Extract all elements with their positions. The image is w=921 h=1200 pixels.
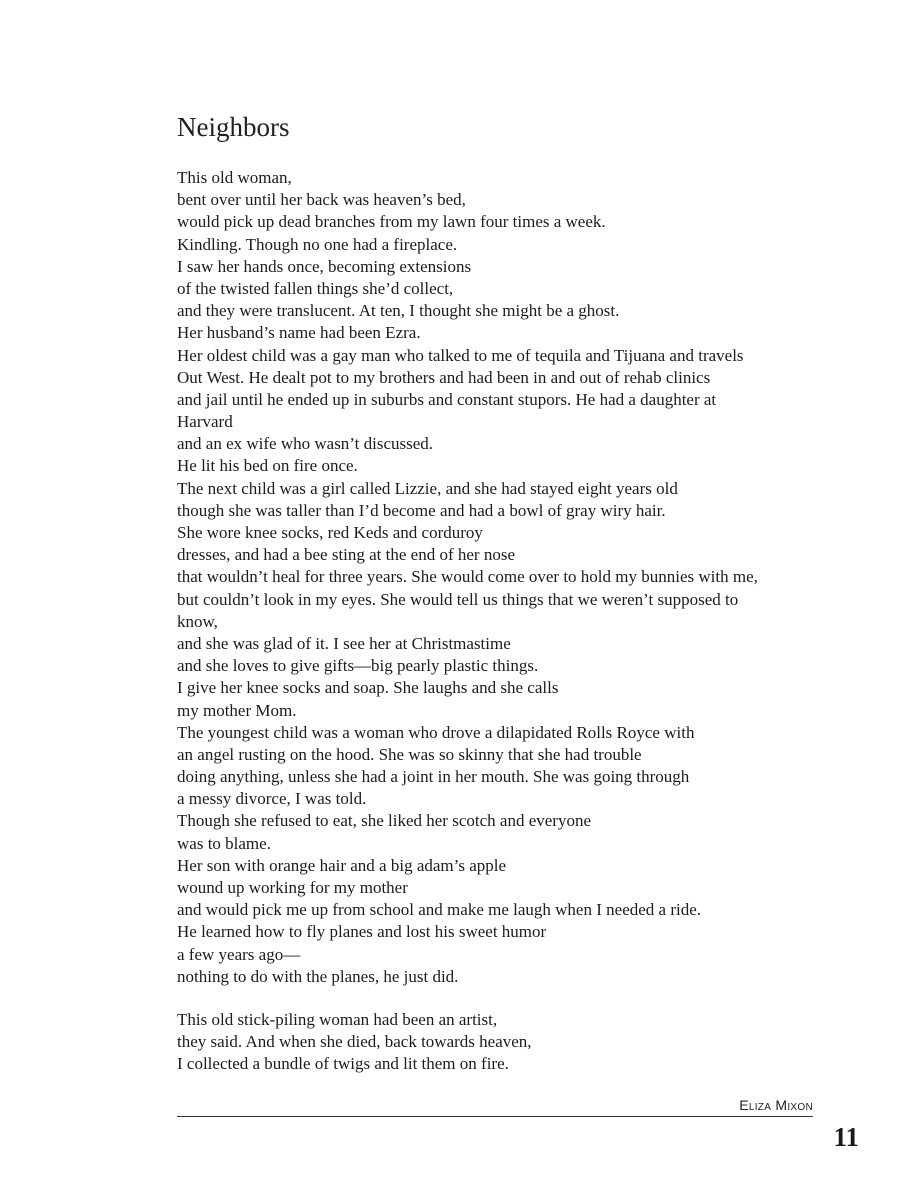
poem-line: know, (177, 611, 218, 631)
poem-line: She wore knee socks, red Keds and corduroy (177, 523, 483, 542)
poem-line: but couldn’t look in my eyes. She would tell us things that we weren’t supposed to (177, 589, 739, 609)
poem-line: a messy divorce, I was told. (177, 789, 367, 809)
poem-line: Kindling. Though no one had a fireplace. (177, 234, 458, 254)
poem-line: I collected a bundle of twigs and lit them on fire. (177, 1054, 509, 1074)
poem-title: Neighbors (177, 112, 290, 142)
poem-stanza-1 (177, 167, 758, 988)
poem-line: Her son with orange hair and a big adam’s apple (177, 855, 507, 875)
poem-line: and would pick me up from school and make me laugh when I needed a ride. (177, 900, 702, 920)
poem-line: bent over until her back was heaven’s bed, (177, 190, 466, 210)
poem-line: was to blame. (177, 833, 271, 853)
footer-divider (177, 1116, 813, 1117)
poem-line: He learned how to fly planes and lost his sweet humor (177, 922, 547, 942)
poem-line: and they were translucent. At ten, I thought she might be a ghost. (177, 301, 620, 321)
poem-line: of the twisted fallen things she’d collect, (177, 278, 454, 298)
poem-line: my mother Mom. (177, 700, 297, 720)
poem-line: The next child was a girl called Lizzie, and she had stayed eight years old (177, 478, 678, 498)
poem-line: I give her knee socks and soap. She laughs and she calls (177, 678, 559, 698)
page-number: 11 (833, 1122, 859, 1152)
poem-line: Her oldest child was a gay man who talked to me of tequila and Tijuana and travels (177, 345, 744, 365)
poem-line: This old stick-piling woman had been an artist, (177, 1010, 498, 1029)
poem-line: and she was glad of it. I see her at Christmastime (177, 633, 511, 653)
poem-line: would pick up dead branches from my lawn four times a week. (177, 212, 606, 232)
poem-line: Out West. He dealt pot to my brothers and had been in and out of rehab clinics (177, 367, 711, 387)
poem-line: that wouldn’t heal for three years. She would come over to hold my bunnies with me, (177, 567, 758, 587)
poem-line: and jail until he ended up in suburbs and constant stupors. He had a daughter at (177, 389, 717, 409)
author-name: Eliza Mixon (739, 1097, 813, 1113)
poem-line: The youngest child was a woman who drove a dilapidated Rolls Royce with (177, 722, 695, 742)
poem-line: wound up working for my mother (177, 878, 408, 897)
poem-line: Harvard (177, 412, 233, 432)
poem-line: they said. And when she died, back towards heaven, (177, 1032, 532, 1052)
poem-line: doing anything, unless she had a joint in her mouth. She was going through (177, 767, 690, 787)
poem-line: an angel rusting on the hood. She was so skinny that she had trouble (177, 744, 642, 764)
poem-line: and an ex wife who wasn’t discussed. (177, 434, 434, 454)
poem-line: He lit his bed on fire once. (177, 456, 358, 476)
poem-line: I saw her hands once, becoming extensions (177, 256, 472, 276)
poem-line: a few years ago— (177, 944, 301, 964)
poem-stanza-2 (177, 1009, 532, 1076)
poem-line: This old woman, (177, 168, 292, 187)
poem-line: Though she refused to eat, she liked her scotch and everyone (177, 811, 591, 831)
poem-line: though she was taller than I’d become and had a bowl of gray wiry hair. (177, 500, 666, 520)
poem-line: nothing to do with the planes, he just did. (177, 966, 459, 986)
poem-line: Her husband’s name had been Ezra. (177, 323, 421, 343)
poem-line: dresses, and had a bee sting at the end of her nose (177, 545, 515, 565)
poem-line: and she loves to give gifts—big pearly plastic things. (177, 656, 539, 676)
